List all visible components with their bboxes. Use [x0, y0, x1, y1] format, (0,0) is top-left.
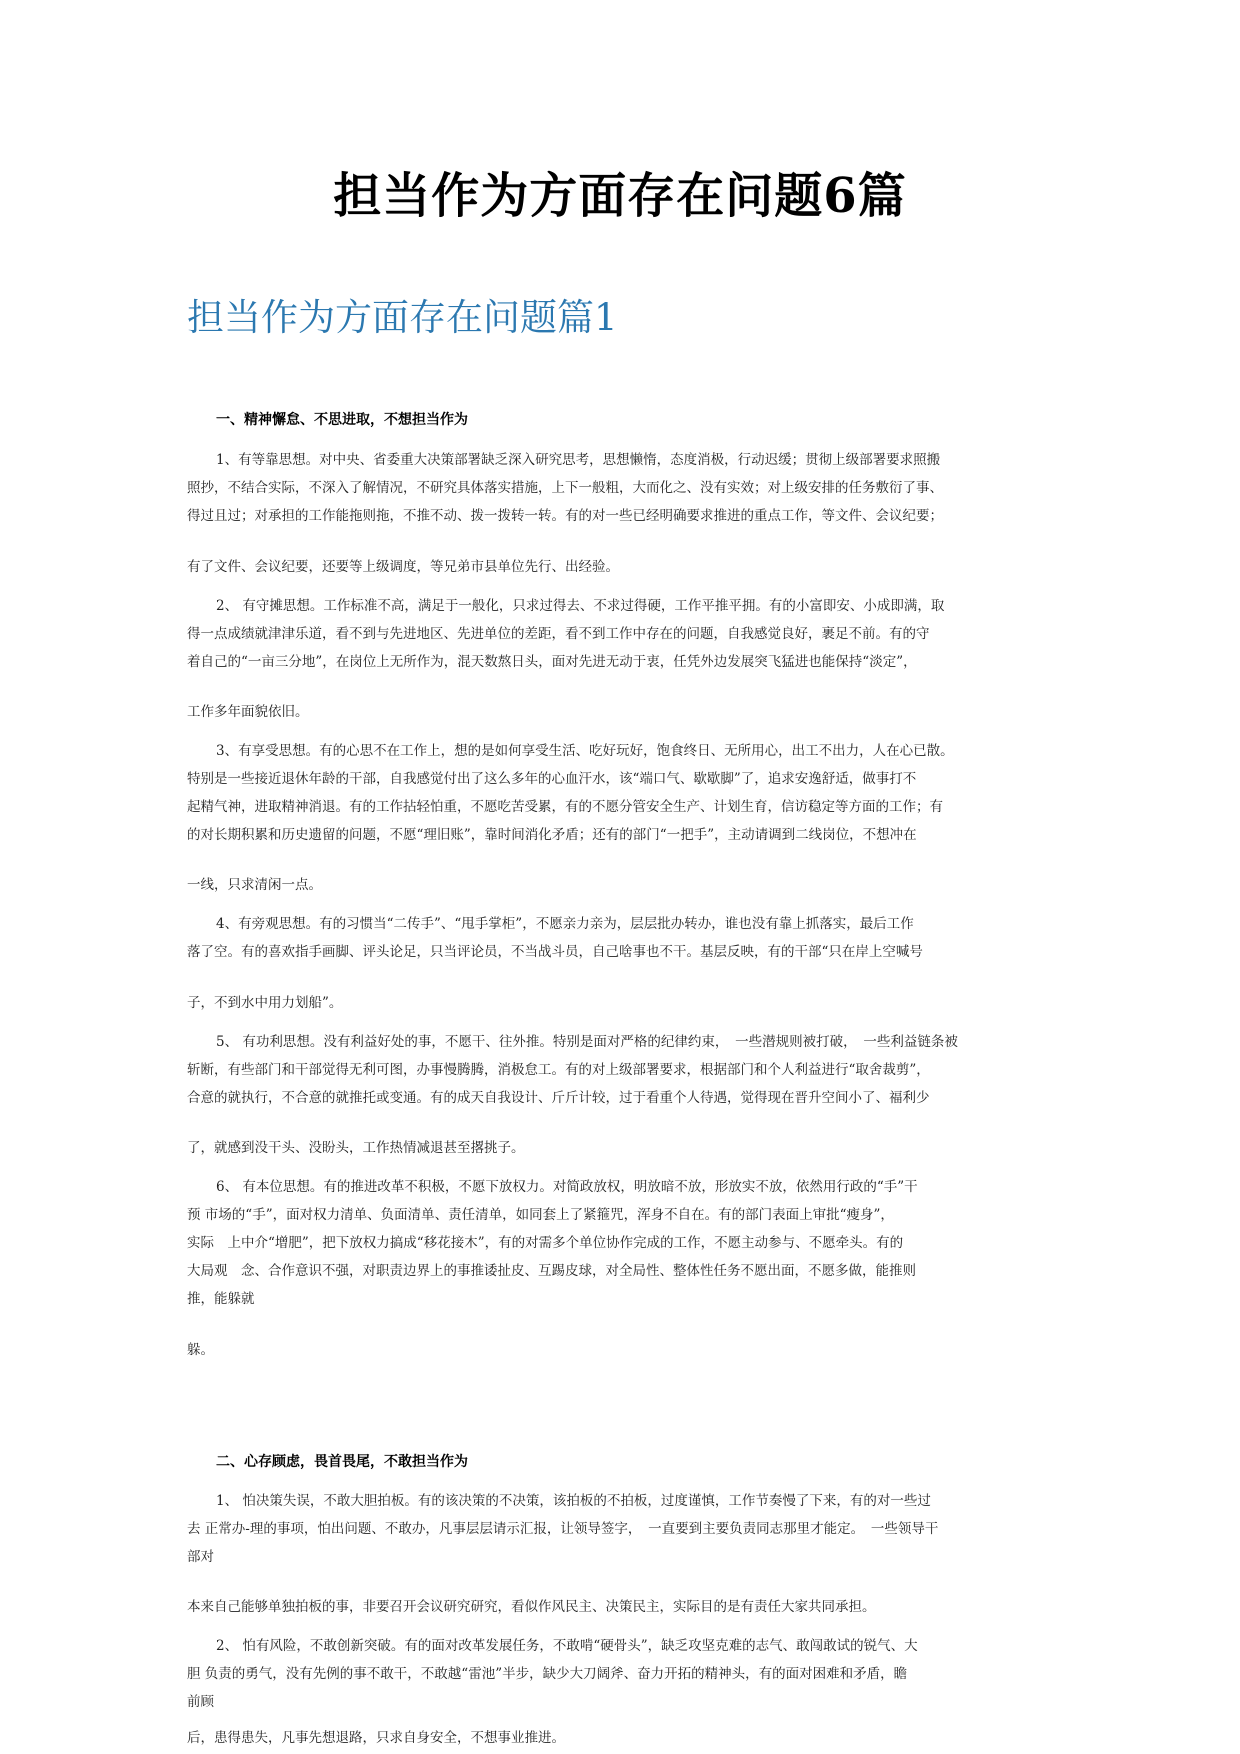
paragraph-line: 特别是一些接近退休年龄的干部，自我感觉付出了这么多年的心血汗水，该“端口气、歇歇脚”了，追求安逸舒适，做事打不 — [187, 771, 917, 787]
document-title: 担当作为方面存在问题6篇 — [333, 168, 907, 224]
paragraph-line: 了，就感到没干头、没盼头，工作热情减退甚至撂挑子。 — [187, 1140, 525, 1156]
paragraph-line: 着自己的“一亩三分地”，在岗位上无所作为，混天数熬日头，面对先进无动于衷，任凭外边发展突飞猛进也能保持“淡定”， — [187, 654, 917, 670]
paragraph-line: 大局观 念、合作意识不强，对职责边界上的事推诿扯皮、互踢皮球，对全局性、整体性任务不愿出面，不愿多做，能推则 — [187, 1263, 916, 1279]
paragraph-line: 本来自己能够单独拍板的事，非要召开会议研究研究，看似作风民主、决策民主，实际目的是有责任大家共同承担。 — [187, 1599, 876, 1615]
paragraph-line: 一线，只求清闲一点。 — [187, 877, 322, 893]
paragraph-line: 3、有享受思想。有的心思不在工作上，想的是如何享受生活、吃好玩好，饱食终日、无所用心，出工不出力，人在心已散。 — [216, 743, 954, 759]
paragraph-line: 1、 怕决策失误，不敢大胆拍板。有的该决策的不决策，该拍板的不拍板，过度谨慎，工作节奏慢了下来，有的对一些过 — [216, 1493, 931, 1509]
paragraph-line: 有了文件、会议纪要，还要等上级调度，等兄弟市县单位先行、出经验。 — [187, 559, 619, 575]
paragraph-line: 4、有旁观思想。有的习惯当“二传手”、“甩手掌柜”，不愿亲力亲为，层层批办转办，谁也没有靠上抓落实，最后工作 — [216, 916, 914, 932]
paragraph-line: 实际 上中介“增肥”，把下放权力搞成“移花接木”，有的对需多个单位协作完成的工作，不愿主动参与、不愿牵头。有的 — [187, 1235, 904, 1251]
paragraph-line: 1、有等靠思想。对中央、省委重大决策部署缺乏深入研究思考，思想懒惰，态度消极，行动迟缓；贯彻上级部署要求照搬 — [216, 452, 941, 468]
paragraph-line: 起精气神，进取精神消退。有的工作拈轻怕重，不愿吃苦受累，有的不愿分管安全生产、计划生育，信访稳定等方面的工作；有 — [187, 799, 943, 815]
paragraph-line: 躲。 — [187, 1342, 214, 1358]
paragraph-line: 合意的就执行，不合意的就推托或变通。有的成天自我设计、斤斤计较，过于看重个人待遇，觉得现在晋升空间小了、福利少 — [187, 1090, 930, 1106]
paragraph-line: 照抄，不结合实际，不深入了解情况，不研究具体落实措施，上下一般粗，大而化之、没有实效；对上级安排的任务敷衍了事、 — [187, 480, 943, 496]
paragraph-line: 预 市场的“手”，面对权力清单、负面清单、责任清单，如同套上了紧箍咒，浑身不自在。有的部门表面上审批“瘦身”， — [187, 1207, 894, 1223]
section-heading: 担当作为方面存在问题篇1 — [187, 296, 618, 339]
paragraph-line: 工作多年面貌依旧。 — [187, 704, 309, 720]
paragraph-line: 得一点成绩就津津乐道，看不到与先进地区、先进单位的差距，看不到工作中存在的问题，自我感觉良好，裹足不前。有的守 — [187, 626, 930, 642]
paragraph-line: 后，患得患失，凡事先想退路，只求自身安全，不想事业推进。 — [187, 1730, 565, 1746]
paragraph-line: 子，不到水中用力划船”。 — [187, 995, 343, 1011]
paragraph-line: 2、 有守摊思想。工作标准不高，满足于一般化，只求过得去、不求过得硬，工作平推平拥。有的小富即安、小成即满，取 — [216, 598, 945, 614]
subheading-2: 二、心存顾虑，畏首畏尾，不敢担当作为 — [216, 1454, 468, 1470]
paragraph-line: 斩断，有些部门和干部觉得无利可图，办事慢腾腾，消极怠工。有的对上级部署要求，根据部门和个人利益进行“取舍裁剪”， — [187, 1062, 930, 1078]
paragraph-line: 部对 — [187, 1549, 214, 1565]
paragraph-line: 2、 怕有风险，不敢创新突破。有的面对改革发展任务，不敢啃“硬骨头”，缺乏攻坚克难的志气、敢闯敢试的锐气、大 — [216, 1638, 918, 1654]
paragraph-line: 去 正常办-理的事项，怕出问题、不敢办，凡事层层请示汇报，让领导签字， 一直要到主要负责同志那里才能定。 一些领导干 — [187, 1521, 939, 1537]
paragraph-line: 5、 有功利思想。没有利益好处的事，不愿干、往外推。特别是面对严格的纪律约束， 一些潜规则被打破， 一些利益链条被 — [216, 1034, 958, 1050]
paragraph-line: 推，能躲就 — [187, 1291, 255, 1307]
paragraph-line: 得过且过；对承担的工作能拖则拖，不推不动、拨一拨转一转。有的对一些已经明确要求推进的重点工作，等文件、会议纪要； — [187, 508, 943, 524]
paragraph-line: 落了空。有的喜欢指手画脚、评头论足，只当评论员，不当战斗员，自己啥事也不干。基层反映，有的干部“只在岸上空喊号 — [187, 944, 923, 960]
paragraph-line: 的对长期积累和历史遗留的问题，不愿“理旧账”，靠时间消化矛盾；还有的部门“一把手”，主动请调到二线岗位，不想冲在 — [187, 827, 917, 843]
subheading-1: 一、精神懈怠、不思进取，不想担当作为 — [216, 412, 468, 428]
paragraph-line: 6、 有本位思想。有的推进改革不积极，不愿下放权力。对简政放权，明放暗不放，形放实不放，依然用行政的“手”干 — [216, 1179, 918, 1195]
paragraph-line: 前顾 — [187, 1694, 214, 1710]
paragraph-line: 胆 负责的勇气，没有先例的事不敢干，不敢越“雷池”半步，缺少大刀阔斧、奋力开拓的精神头，有的面对困难和矛盾，瞻 — [187, 1666, 908, 1682]
